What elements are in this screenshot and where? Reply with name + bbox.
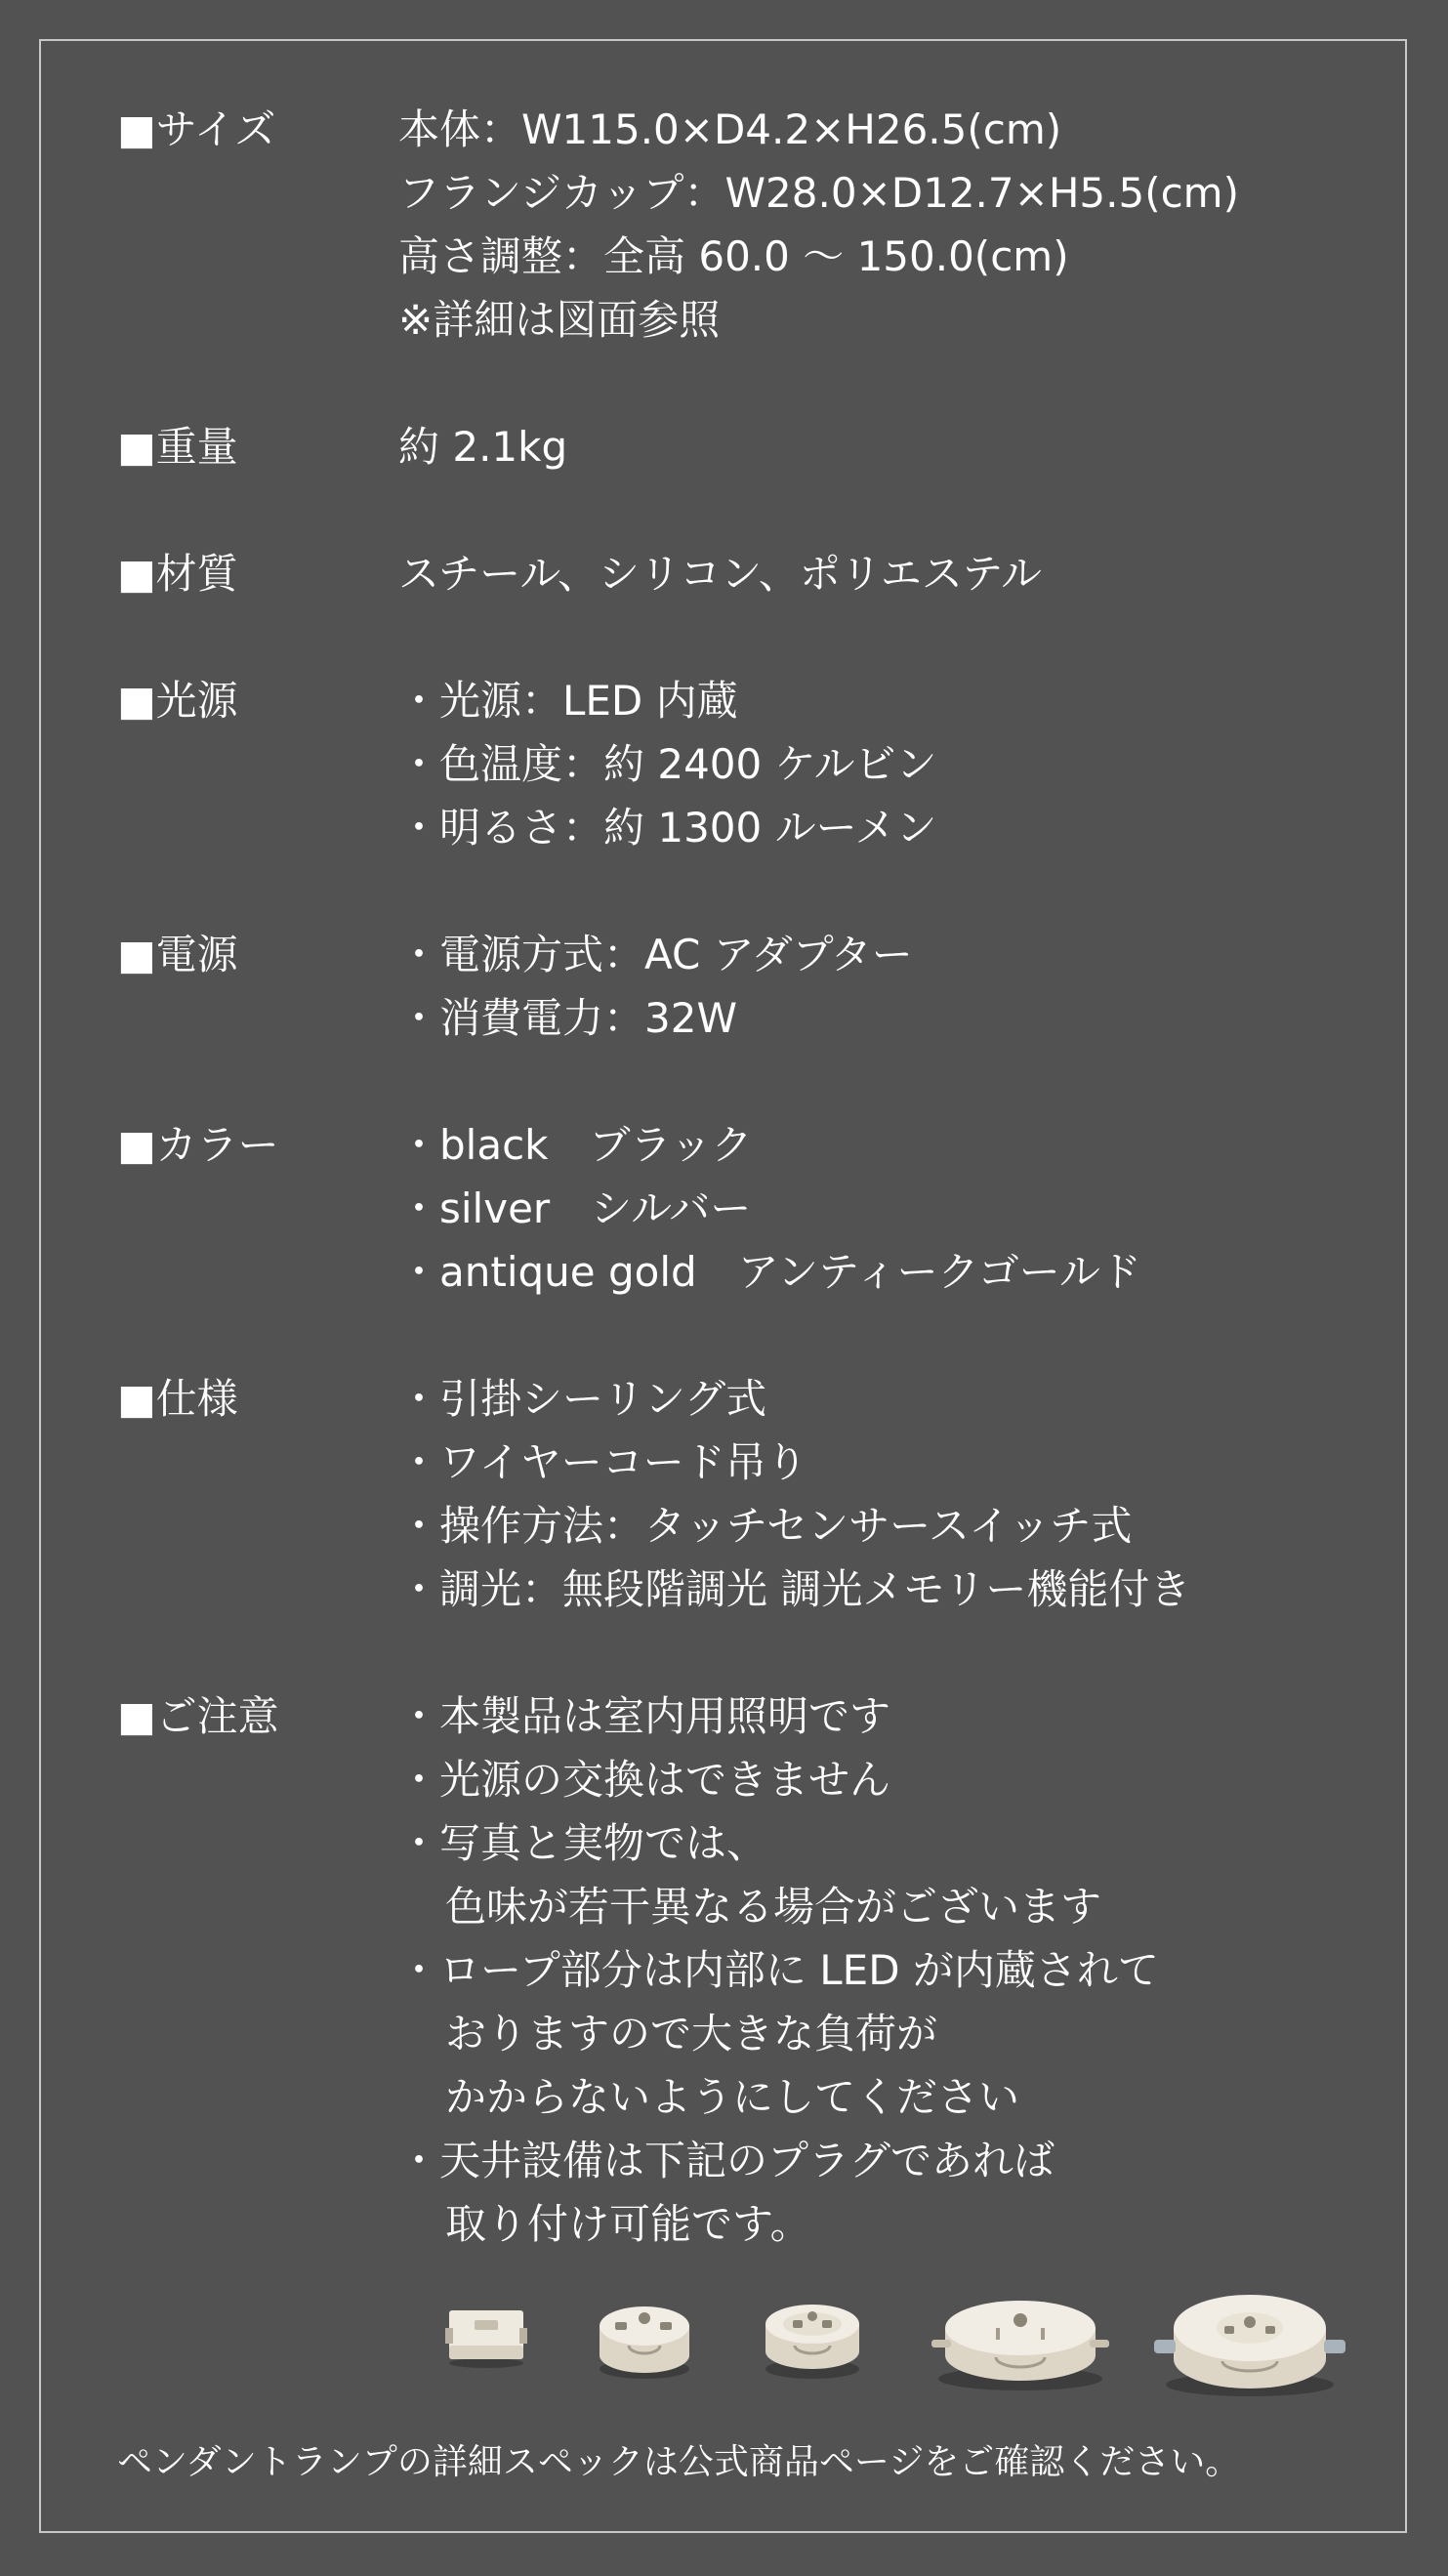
spec-values	[398, 415, 1347, 478]
spec-values	[398, 1113, 1347, 1304]
spec-values	[398, 669, 1347, 859]
spec-value-line: 約 2.1kg	[398, 423, 568, 471]
spec-row	[117, 542, 1347, 605]
spec-value-line: フランジカップ：W28.0×D12.7×H5.5(cm)	[398, 169, 1239, 217]
spec-row	[117, 669, 1347, 859]
spec-values	[398, 542, 1347, 605]
spec-label: ■サイズ	[117, 105, 276, 153]
spec-value-line: ・本製品は室内用照明です	[398, 1692, 891, 1740]
spec-value-line: ・antique gold アンティークゴールド	[398, 1248, 1141, 1296]
spec-value-line: 高さ調整：全高 60.0 〜 150.0(cm)	[398, 232, 1069, 280]
ceiling-plug-round-large-icon	[928, 2285, 1113, 2394]
spec-list	[117, 98, 1347, 2319]
spec-values	[398, 1367, 1347, 1621]
ceiling-plug-row	[430, 2285, 1367, 2422]
spec-values	[398, 923, 1347, 1050]
spec-value-line: ・光源の交換はできません	[398, 1756, 891, 1804]
spec-label: ■材質	[117, 550, 238, 598]
spec-value-line: ・black ブラック	[398, 1121, 753, 1169]
ceiling-plug-round-medium-icon	[762, 2289, 863, 2383]
spec-value-line: ・調光：無段階調光 調光メモリー機能付き	[398, 1565, 1191, 1613]
spec-value-line: ・光源：LED 内蔵	[398, 677, 738, 725]
spec-value-line: ・天井設備は下記のプラグであれば	[398, 2137, 1055, 2184]
spec-value-line: 本体：W115.0×D4.2×H26.5(cm)	[398, 105, 1062, 153]
spec-value-line: ・ワイヤーコード吊り	[398, 1438, 807, 1486]
spec-label: ■仕様	[117, 1375, 238, 1423]
spec-value-line: ・色温度：約 2400 ケルビン	[398, 740, 937, 788]
spec-value-line: 取り付け可能です。	[445, 2200, 811, 2248]
spec-value-line: ・操作方法：タッチセンサースイッチ式	[398, 1502, 1133, 1550]
spec-value-line: スチール、シリコン、ポリエステル	[398, 550, 1042, 598]
spec-value-line: ・silver シルバー	[398, 1184, 752, 1232]
spec-row	[117, 1367, 1347, 1621]
spec-values	[398, 1684, 1347, 2256]
spec-label: ■光源	[117, 677, 238, 725]
spec-row	[117, 415, 1347, 478]
spec-value-line: おりますので大きな負荷が	[445, 2010, 938, 2057]
spec-label: ■カラー	[117, 1121, 279, 1169]
spec-value-line: ・引掛シーリング式	[398, 1375, 767, 1423]
spec-label: ■電源	[117, 931, 238, 978]
spec-row	[117, 923, 1347, 1050]
spec-row	[117, 1113, 1347, 1304]
ceiling-plug-round-large-tabs-icon	[1152, 2279, 1347, 2402]
footer-note: ペンダントランプの詳細スペックは公式商品ページをご確認ください。	[117, 2442, 1241, 2482]
spec-value-line: かからないようにしてください	[445, 2073, 1020, 2121]
spec-value-line: ・写真と実物では、	[398, 1819, 768, 1867]
spec-value-line: ・ロープ部分は内部に LED が内蔵されて	[398, 1946, 1159, 1994]
spec-value-line: ・電源方式：AC アダプター	[398, 931, 913, 978]
spec-value-line: 色味が若干異なる場合がございます	[445, 1883, 1102, 1931]
spec-value-line: ・消費電力：32W	[398, 994, 737, 1042]
spec-label: ■重量	[117, 423, 238, 471]
ceiling-plug-square-icon	[445, 2306, 527, 2369]
spec-row	[117, 1684, 1347, 2256]
ceiling-plug-round-small-icon	[596, 2287, 693, 2385]
spec-label: ■ご注意	[117, 1692, 279, 1740]
spec-value-line: ・明るさ：約 1300 ルーメン	[398, 804, 937, 852]
spec-row	[117, 98, 1347, 352]
spec-values	[398, 98, 1347, 352]
spec-value-line: ※詳細は図面参照	[398, 296, 721, 344]
